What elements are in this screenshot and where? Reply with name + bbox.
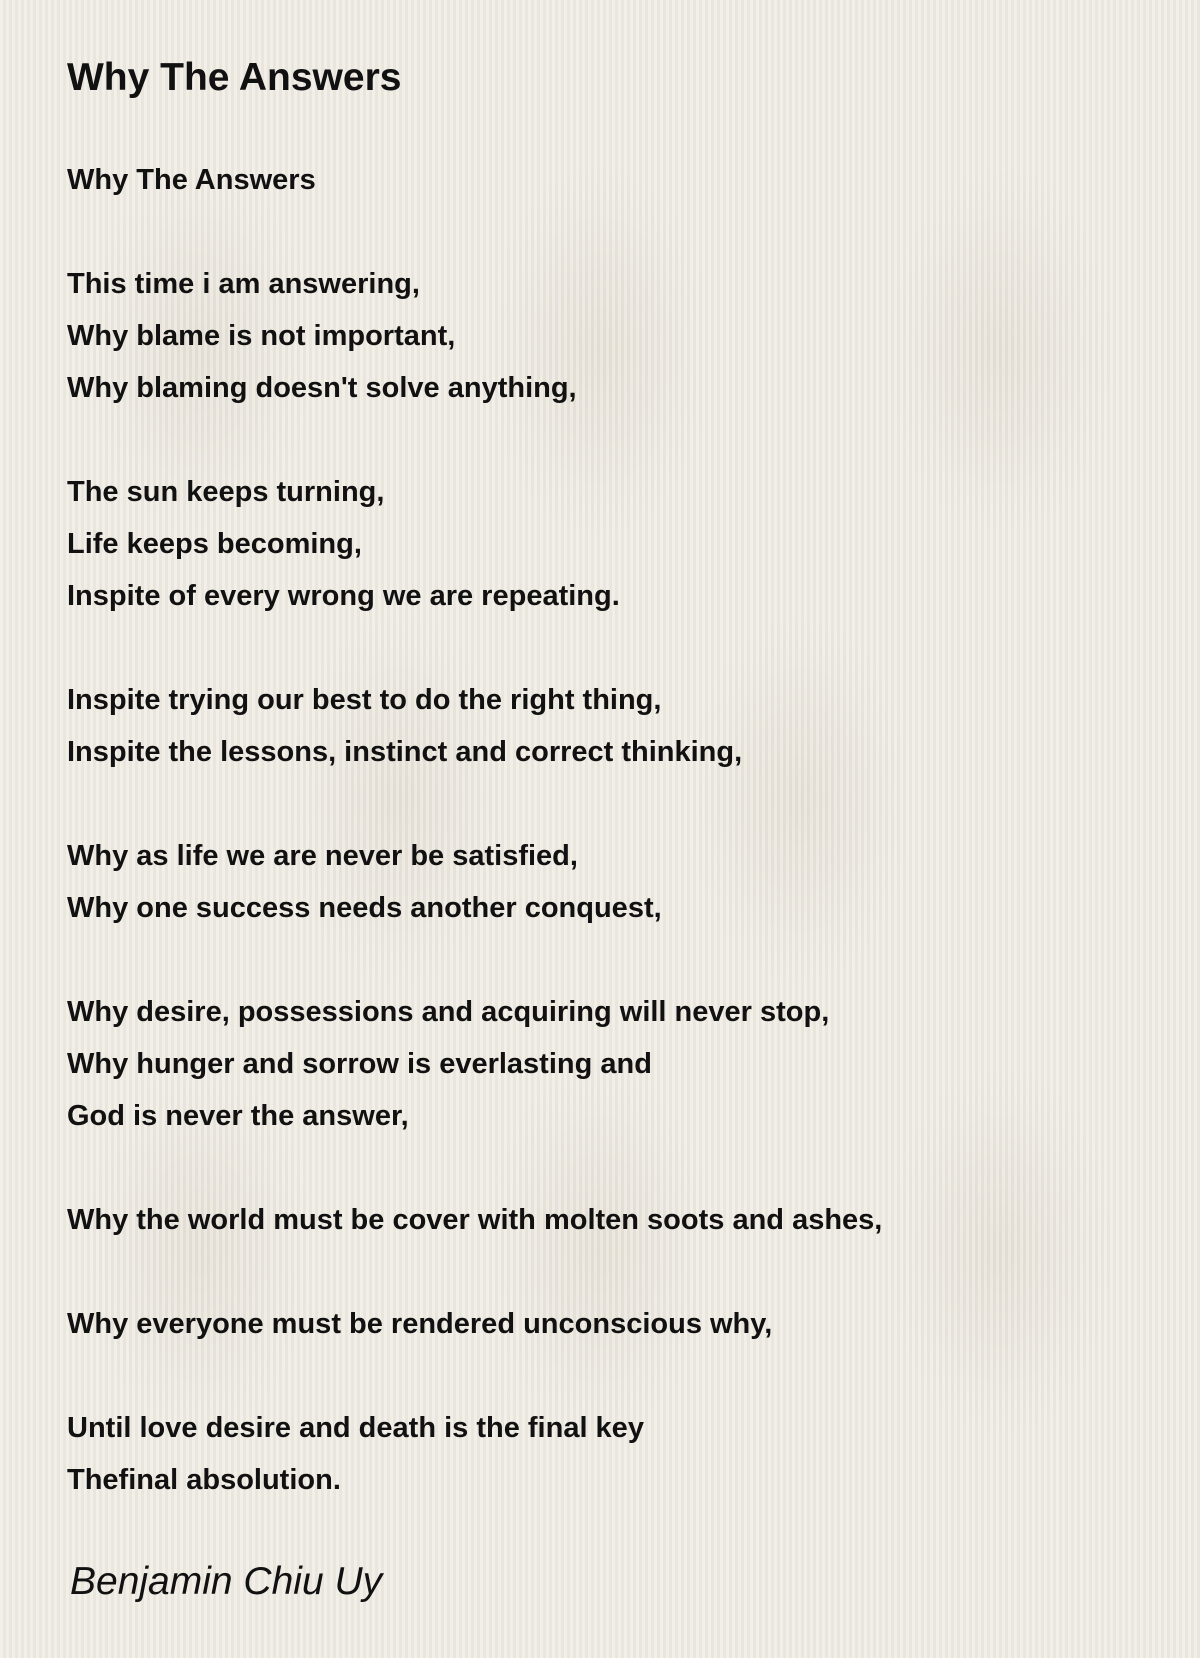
poem-subtitle: Why The Answers <box>67 164 316 196</box>
poem-line: Why blaming doesn't solve anything, <box>67 372 577 404</box>
stanza-break <box>67 622 1147 674</box>
stanza-break <box>67 1350 1147 1402</box>
poem-author: Benjamin Chiu Uy <box>70 1560 383 1603</box>
poem-line: Inspite trying our best to do the right thing, <box>67 684 662 716</box>
stanza-break <box>67 778 1147 830</box>
stanza-break <box>67 934 1147 986</box>
poem-line: Why one success needs another conquest, <box>67 892 662 924</box>
poem-line: Why the world must be cover with molten soots and ashes, <box>67 1204 883 1236</box>
stanza-break <box>67 206 1147 258</box>
stanza-break <box>67 414 1147 466</box>
poem-line: Why hunger and sorrow is everlasting and <box>67 1048 652 1080</box>
poem-line: Until love desire and death is the final key <box>67 1412 644 1444</box>
poem-line: Inspite of every wrong we are repeating. <box>67 580 620 612</box>
poem-line: Why everyone must be rendered unconscious why, <box>67 1308 773 1340</box>
poem-line: The sun keeps turning, <box>67 476 385 508</box>
poem-body <box>67 154 1147 1506</box>
poem-line: Inspite the lessons, instinct and correct thinking, <box>67 736 743 768</box>
poem-line: God is never the answer, <box>67 1100 409 1132</box>
poem-line: Why as life we are never be satisfied, <box>67 840 578 872</box>
poem-page <box>67 52 1147 1506</box>
poem-line: Thefinal absolution. <box>67 1464 341 1496</box>
poem-line: Why desire, possessions and acquiring will never stop, <box>67 996 830 1028</box>
poem-line: Why blame is not important, <box>67 320 456 352</box>
poem-line: This time i am answering, <box>67 268 420 300</box>
poem-line: Life keeps becoming, <box>67 528 362 560</box>
page-title: Why The Answers <box>67 56 402 99</box>
stanza-break <box>67 1142 1147 1194</box>
stanza-break <box>67 1246 1147 1298</box>
